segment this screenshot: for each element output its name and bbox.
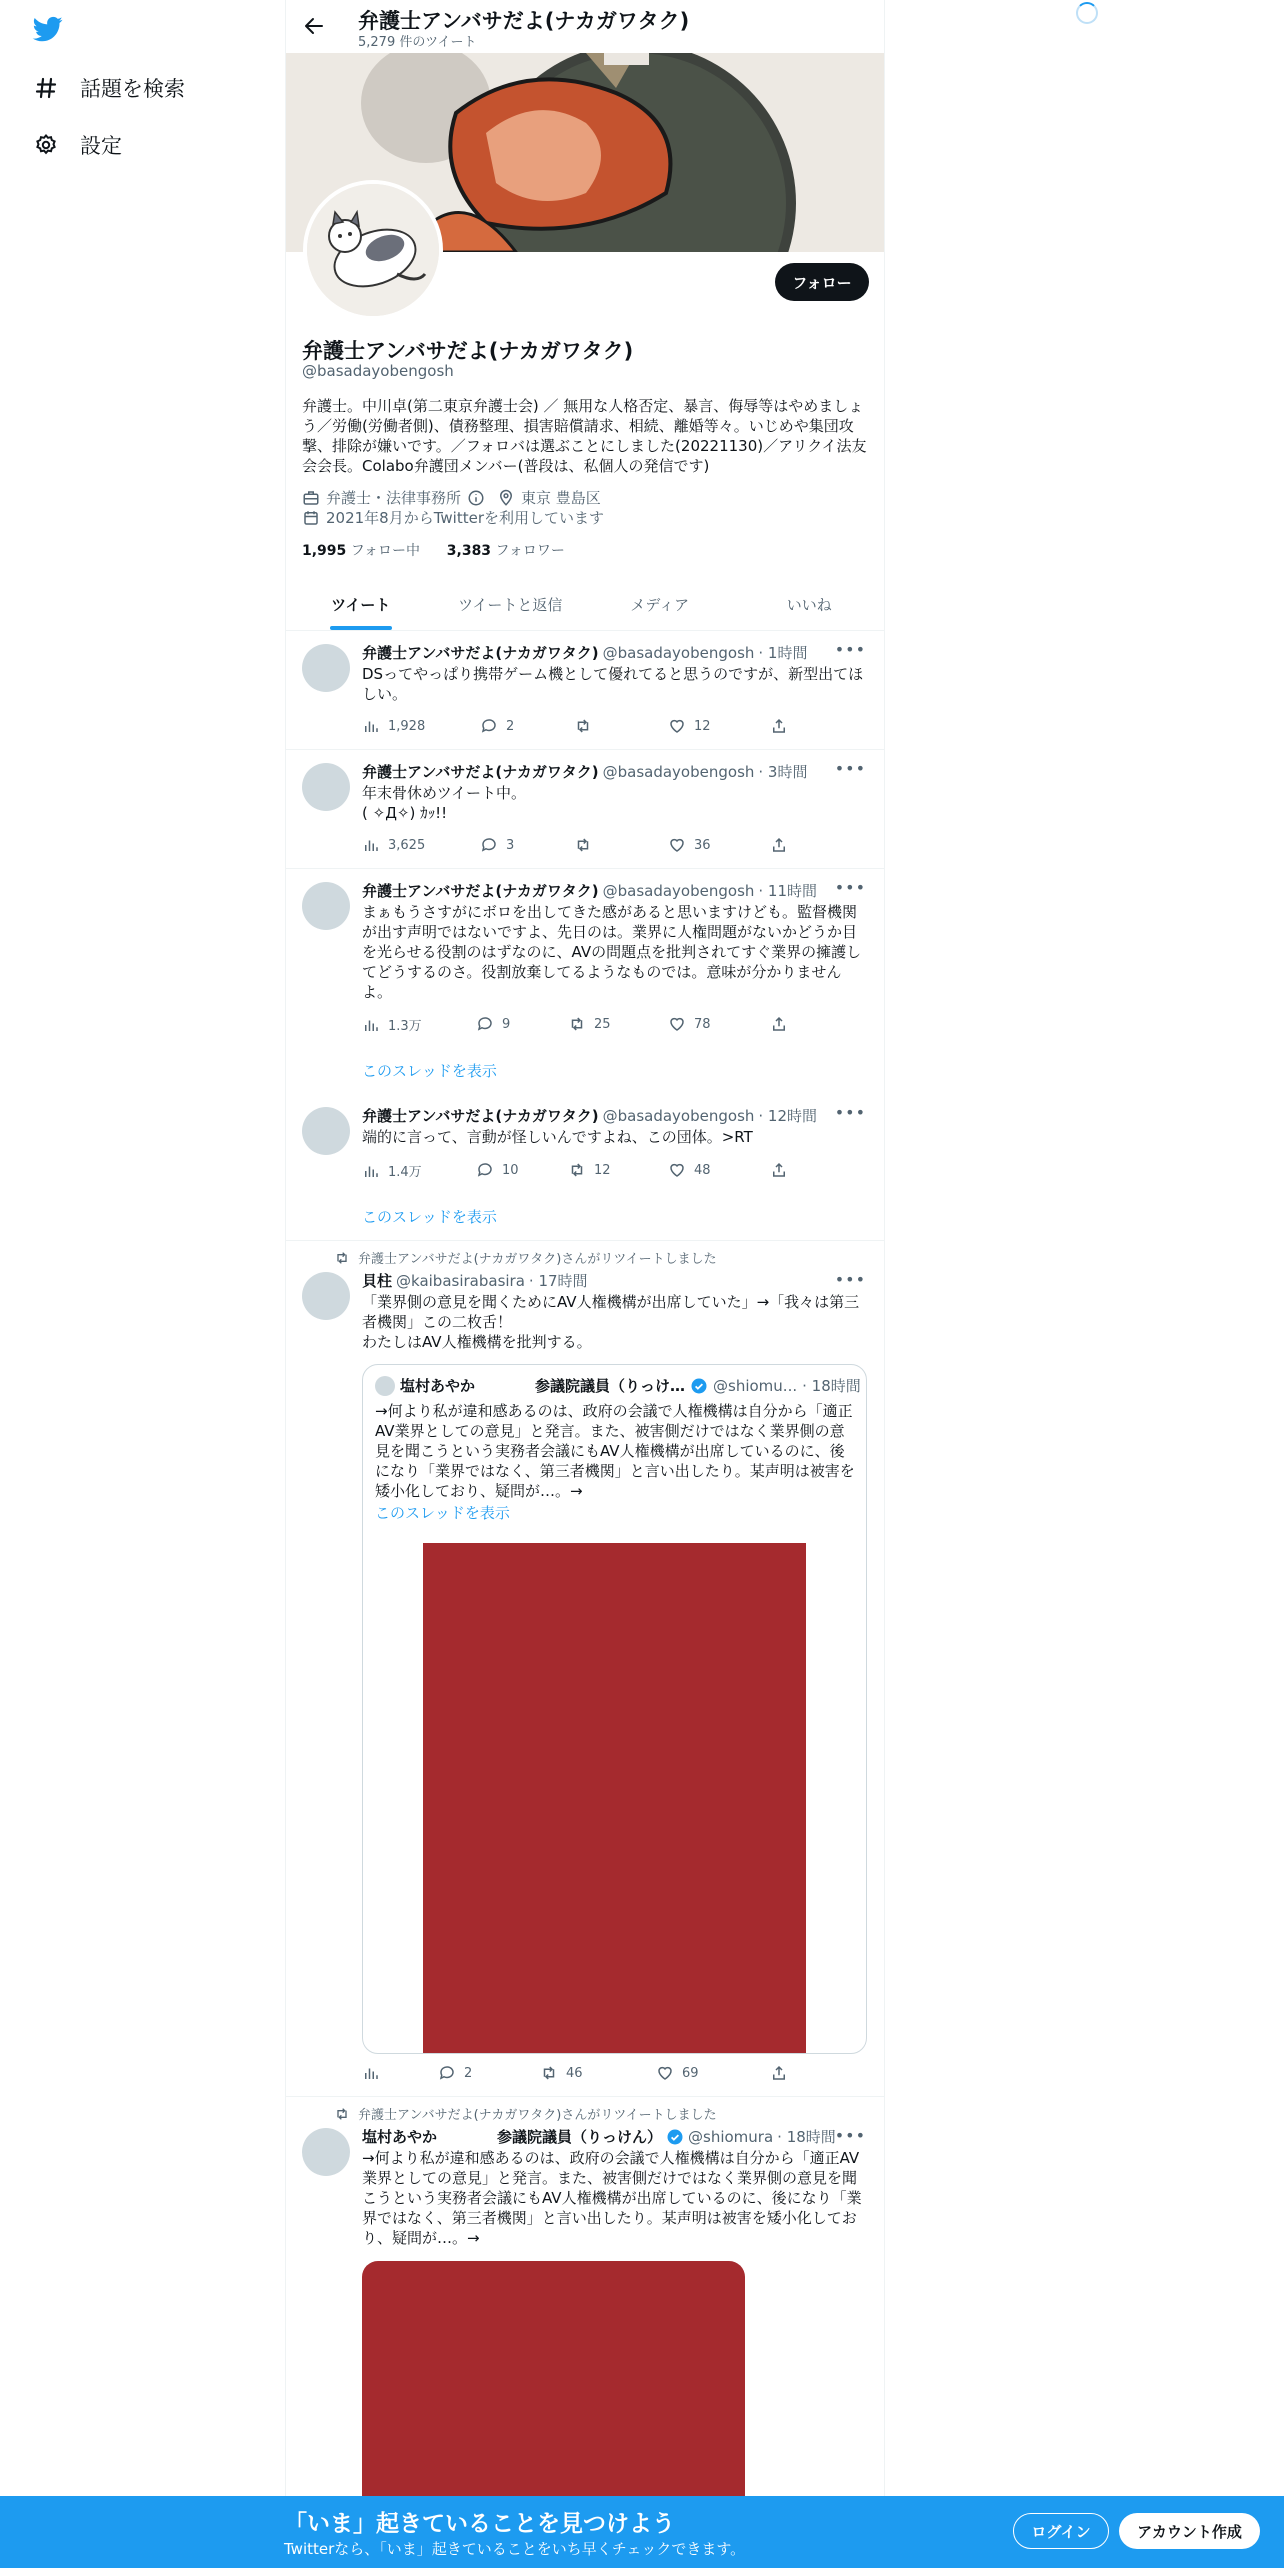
following-link[interactable] [302,543,420,559]
followers-label: フォロワー [495,543,565,559]
like-action[interactable] [668,717,711,735]
header-tweet-count: 5,279 件のツイート [358,35,477,50]
share-action[interactable] [770,1015,788,1033]
tweet-author-name[interactable]: 貝柱 [362,1272,393,1290]
tweet-actions [362,717,802,737]
tweet[interactable] [286,751,884,869]
retweet-action[interactable] [568,1161,611,1179]
tweet-author-name[interactable]: 弁護士アンバサだよ(ナカガワタク) [362,763,599,781]
nav-explore-label: 話題を検索 [80,77,185,101]
reply-count: 2 [506,718,515,734]
back-arrow-icon[interactable] [302,14,326,38]
views-action[interactable] [362,1161,422,1180]
share-action[interactable] [770,2064,788,2082]
tweet-author-handle[interactable]: @basadayobengosh [602,1106,755,1125]
retweet-icon [568,1161,586,1179]
tweet-author-handle[interactable]: @shiomura [688,2127,774,2146]
retweet-action[interactable] [568,1015,611,1033]
views-action[interactable] [362,717,425,735]
like-action[interactable] [668,1161,711,1179]
tweet-author-name[interactable]: 塩村あやか 参議院議員（りっけん） [362,2128,663,2146]
main-column [285,0,885,2568]
twitter-bird-icon[interactable] [30,14,66,44]
cat-avatar-image [307,184,439,316]
hashtag-icon [34,76,58,100]
calendar-icon [302,509,320,527]
nav-settings[interactable] [34,130,122,160]
heart-icon [668,717,686,735]
retweet-icon [568,1015,586,1033]
like-count: 12 [694,718,711,734]
more-icon[interactable]: ••• [834,759,866,778]
tweet-author-handle[interactable]: @basadayobengosh [602,643,755,662]
bar-chart-icon [362,2064,380,2082]
share-icon [770,1015,788,1033]
quoted-tweet-header [375,1375,861,1396]
like-action[interactable] [668,1015,711,1033]
share-action[interactable] [770,836,788,854]
tweet-text: まぁもうさすがにボロを出してきた感があると思いますけども。監督機関が出す声明ではないですよ、先日のは。業界に人権問題がないかどうか目を光らせる役割のはずなのに、AVの問題点を批判されてすぐ業界の擁護してどうするのさ。役割放棄してるようなものでは。意味が分かりません よ。 [362,903,862,1001]
reply-action[interactable] [480,717,514,735]
login-button[interactable]: ログイン [1013,2513,1109,2549]
views-count: 1.3万 [388,1019,422,1034]
avatar[interactable] [302,1107,350,1155]
share-icon [770,1161,788,1179]
signup-button[interactable]: アカウント作成 [1119,2513,1260,2549]
bar-chart-icon [362,1162,380,1180]
more-icon[interactable]: ••• [834,640,866,659]
retweet-count: 12 [594,1162,611,1178]
tweet[interactable] [286,632,884,750]
show-thread-link[interactable]: このスレッドを表示 [362,1208,497,1226]
reply-action[interactable] [476,1015,510,1033]
show-thread-link[interactable]: このスレッドを表示 [375,1504,510,1522]
tweet[interactable] [286,1095,884,1241]
retweet-icon [574,717,592,735]
retweet-icon [334,1250,350,1266]
tab-likes[interactable]: いいね [786,595,832,614]
share-action[interactable] [770,1161,788,1179]
tweet-actions [362,1161,802,1181]
retweet-icon [540,2064,558,2082]
retweet-action[interactable] [540,2064,583,2082]
following-count: 1,995 [302,543,347,559]
more-icon[interactable]: ••• [834,1103,866,1122]
reply-action[interactable] [476,1161,519,1179]
avatar[interactable] [302,1272,350,1320]
like-count: 69 [682,2065,699,2081]
profile-tabs [286,578,884,631]
retweeted-by [334,1248,717,1267]
tweet-author-name[interactable]: 弁護士アンバサだよ(ナカガワタク) [362,882,599,900]
reply-icon [480,836,498,854]
retweeted-by-text[interactable]: 弁護士アンバサだよ(ナカガワタク)さんがリツイートしました [358,1252,717,1267]
share-icon [770,2064,788,2082]
like-count: 78 [694,1016,711,1032]
header-title: 弁護士アンバサだよ(ナカガワタク) [358,9,690,33]
top-bar [286,0,884,53]
profile-meta-row [302,487,601,508]
quoted-tweet[interactable] [362,1364,867,2054]
like-count: 48 [694,1162,711,1178]
tweet-author-handle[interactable]: @basadayobengosh [602,881,755,900]
views-count: 3,625 [388,837,426,853]
retweeted-by [334,2104,717,2123]
retweet-icon [574,836,592,854]
avatar [375,1376,395,1396]
tweet-time[interactable]: · 18時間 [777,2128,836,2146]
more-icon[interactable]: ••• [834,878,866,897]
views-count: 1.4万 [388,1165,422,1180]
gear-icon [34,133,58,157]
location-pin-icon [497,489,515,507]
follow-counts [302,540,565,560]
tab-tweets[interactable]: ツイート [286,578,436,630]
tweet-time[interactable]: · 3時間 [758,763,808,781]
profile-bio: 弁護士。中川卓(第二東京弁護士会) ／ 無用な人格否定、暴言、侮辱等はやめましょう／労働(労働者側)、債務整理、損害賠償請求、相続、離婚等々。いじめや集団攻撃、排除が嫌いです。／フォロバは選ぶことにしました(20221130)／アリクイ法友会会長。Colabo弁護団メンバー(普段は、私個人の発信です) [302,397,867,475]
tweet-header [362,1270,588,1291]
tweet-author-name[interactable]: 弁護士アンバサだよ(ナカガワタク) [362,1107,599,1125]
views-action[interactable] [362,1015,422,1034]
reply-icon [480,717,498,735]
quoted-time: · 18時間 [802,1377,861,1395]
reply-count: 2 [464,2065,473,2081]
reply-icon [438,2064,456,2082]
tweet-time[interactable]: · 12時間 [758,1107,818,1125]
profile-location: 東京 豊島区 [521,489,601,507]
tweet-actions [362,1015,802,1035]
profile-name: 弁護士アンバサだよ(ナカガワタク) [302,339,634,363]
info-icon[interactable] [467,489,485,507]
reply-count: 3 [506,837,515,853]
verified-badge-icon [666,2128,684,2146]
tweet-actions [362,836,802,856]
signup-banner-subtitle: Twitterなら、「いま」起きていることをいち早くチェックできます。 [284,2540,746,2558]
profile-joined: 2021年8月からTwitterを利用しています [326,509,604,527]
tweet-text: 端的に言って、言動が怪しいんですよね、この団体。>RT [362,1128,753,1146]
views-count: 1,928 [388,718,426,734]
profile-handle: @basadayobengosh [302,362,454,380]
like-count: 36 [694,837,711,853]
tweet-author-handle[interactable]: @kaibasirabasira [396,1271,525,1290]
tweet-text: →何より私が違和感あるのは、政府の会議で人権機構は自分から「適正AV業界としての意見」と発言。また、被害側だけではなく業界側の意見を聞こうという実務者会議にもAV人権機構が出席しているのに、後になり「業界ではなく、第三者機関」と言い出したり。某声明は被害を矮小化しており、疑問が…。→ [362,2149,862,2247]
retweet-action[interactable] [574,836,600,854]
tweet-header [362,1105,817,1126]
nav-explore[interactable] [34,73,185,103]
like-action[interactable] [668,836,711,854]
bar-chart-icon [362,836,380,854]
heart-icon [668,836,686,854]
avatar[interactable] [302,882,350,930]
followers-link[interactable] [447,543,565,559]
reply-icon [476,1161,494,1179]
retweeted-by-text[interactable]: 弁護士アンバサだよ(ナカガワタク)さんがリツイートしました [358,2108,717,2123]
quoted-media-image[interactable] [423,1543,806,2054]
tweet-time[interactable]: · 11時間 [758,882,818,900]
tweet-text: DSってやっぱり携帯ゲーム機として優れてると思うのですが、新型出てほしい。 [362,665,864,703]
avatar[interactable] [302,2128,350,2176]
profile-joined-row [302,507,604,528]
profile-category: 弁護士・法律事務所 [326,489,462,507]
tweet-text: 「業界側の意見を聞くためにAV人権機構が出席していた」→「我々は第三者機関」この二枚舌！ わたしはAV人権機構を批判する。 [362,1293,860,1351]
followers-count: 3,383 [446,543,492,559]
tweet-text: 年末骨休めツイート中。 ( ✧Д✧) ｶｯ!! [362,784,526,822]
reply-icon [476,1015,494,1033]
share-icon [770,717,788,735]
reply-action[interactable] [480,836,514,854]
share-action[interactable] [770,717,788,735]
retweet-count: 25 [594,1016,611,1032]
avatar[interactable] [302,644,350,692]
like-action[interactable] [656,2064,699,2082]
loading-spinner-icon [1076,2,1098,24]
share-icon [770,836,788,854]
signup-banner [0,2496,1284,2568]
tweet-header [362,642,807,663]
bar-chart-icon [362,1016,380,1034]
following-label: フォロー中 [350,543,421,559]
quoted-tweet-text: →何より私が違和感あるのは、政府の会議で人権機構は自分から「適正AV業界としての意見」と発言。また、被害側だけではなく業界側の意見を聞こうという実務者会議にもAV人権機構が出席しているのに、後になり「業界ではなく、第三者機関」と言い出したり。某声明は被害を矮小化しており、疑問が…。→ [375,1402,855,1500]
tweet[interactable] [286,870,884,1095]
signup-banner-title: 「いま」起きていることを見つけよう [284,2511,675,2537]
reply-action[interactable] [438,2064,472,2082]
reply-count: 10 [502,1162,519,1178]
tweet-time[interactable]: · 1時間 [758,644,808,662]
quoted-author-name: 塩村あやか 参議院議員（りっけ… [400,1377,686,1395]
tweet-header [362,2126,836,2147]
show-thread-link[interactable]: このスレッドを表示 [362,1062,497,1080]
tweet-author-name[interactable]: 弁護士アンバサだよ(ナカガワタク) [362,644,599,662]
follow-button[interactable]: フォロー [775,263,869,301]
heart-icon [668,1161,686,1179]
retweet-action[interactable] [574,717,600,735]
views-action[interactable] [362,836,425,854]
verified-badge-icon [690,1377,708,1395]
bar-chart-icon [362,717,380,735]
more-icon[interactable]: ••• [834,1270,866,1289]
heart-icon [668,1015,686,1033]
tweet[interactable] [286,1242,884,2097]
quoted-author-handle: @shiomu... [713,1376,798,1395]
tab-media[interactable]: メディア [630,595,690,614]
tweet-header [362,761,807,782]
retweet-icon [334,2106,350,2122]
tab-tweets-and-replies[interactable]: ツイートと返信 [458,595,563,614]
avatar[interactable] [302,763,350,811]
more-icon[interactable]: ••• [834,2126,866,2145]
views-action[interactable] [362,2064,388,2082]
tweet-header [362,880,817,901]
tweet-time[interactable]: · 17時間 [528,1272,588,1290]
tweet-author-handle[interactable]: @basadayobengosh [602,762,755,781]
profile-avatar[interactable] [303,180,443,320]
tweet-actions [362,2064,802,2084]
retweet-count: 46 [566,2065,583,2081]
briefcase-icon [302,489,320,507]
nav-settings-label: 設定 [80,134,122,158]
reply-count: 9 [502,1016,511,1032]
heart-icon [656,2064,674,2082]
